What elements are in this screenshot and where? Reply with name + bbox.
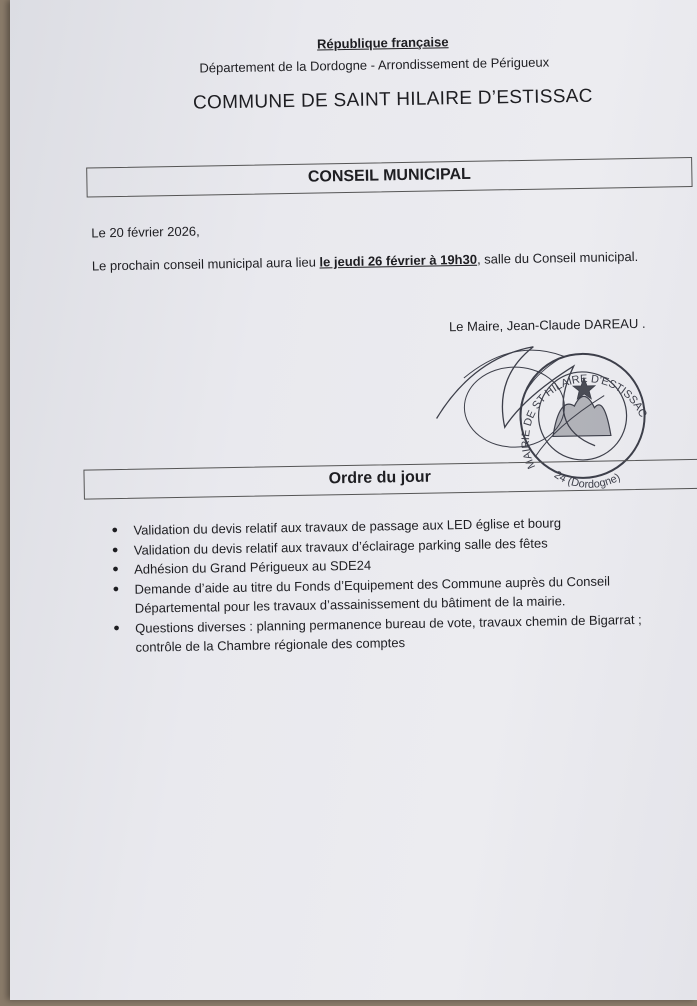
bullet-icon: ●: [112, 582, 120, 595]
section-title: CONSEIL MUNICIPAL: [307, 165, 471, 186]
bullet-icon: ●: [111, 524, 119, 537]
announcement: [92, 249, 639, 274]
bullet-icon: ●: [111, 543, 119, 556]
announcement-highlight: le jeudi 26 février à 19h30: [319, 251, 478, 270]
signature-line: Le Maire, Jean-Claude DAREAU .: [448, 315, 646, 335]
departement-line: Département de la Dordogne - Arrondissement de Périgueux: [199, 54, 550, 76]
stamp-text-bottom: 24 (Dordogne): [551, 468, 623, 491]
stamp-text-top: MAIRIE DE ST HILAIRE D'ESTISSAC: [519, 373, 649, 471]
announcement-before: Le prochain conseil municipal aura lieu: [91, 254, 320, 274]
agenda-title: Ordre du jour: [328, 468, 431, 488]
republique-heading: République française: [316, 34, 449, 52]
stamp-emblem: [552, 396, 611, 437]
agenda-item-text: Demande d’aide au titre du Fonds d’Equipement des Commune auprès du Conseil Départemental pour les travaux d’assainissement du bâtiment de la mairie.: [134, 572, 611, 616]
date-line: Le 20 février 2026,: [91, 223, 200, 241]
bullet-icon: ●: [113, 621, 120, 634]
agenda-item-text: Adhésion du Grand Périgueux au SDE24: [134, 557, 372, 577]
commune-title: COMMUNE DE SAINT HILAIRE D’ESTISSAC: [192, 85, 593, 114]
bullet-icon: ●: [112, 563, 119, 576]
agenda-item-text: Validation du devis relatif aux travaux de passage aux LED église et bourg: [133, 515, 562, 538]
agenda-item-text: Validation du devis relatif aux travaux d’éclairage parking salle des fêtes: [133, 535, 548, 558]
agenda-item-text: Questions diverses : planning permanence bureau de vote, travaux chemin de Bigarrat ; contrôle de la Chambre régionale des comptes: [135, 611, 642, 655]
agenda-list: [105, 511, 687, 658]
signature-loop: [464, 366, 565, 448]
announcement-after: , salle du Conseil municipal.: [476, 248, 639, 267]
section-title-box: [86, 157, 692, 198]
